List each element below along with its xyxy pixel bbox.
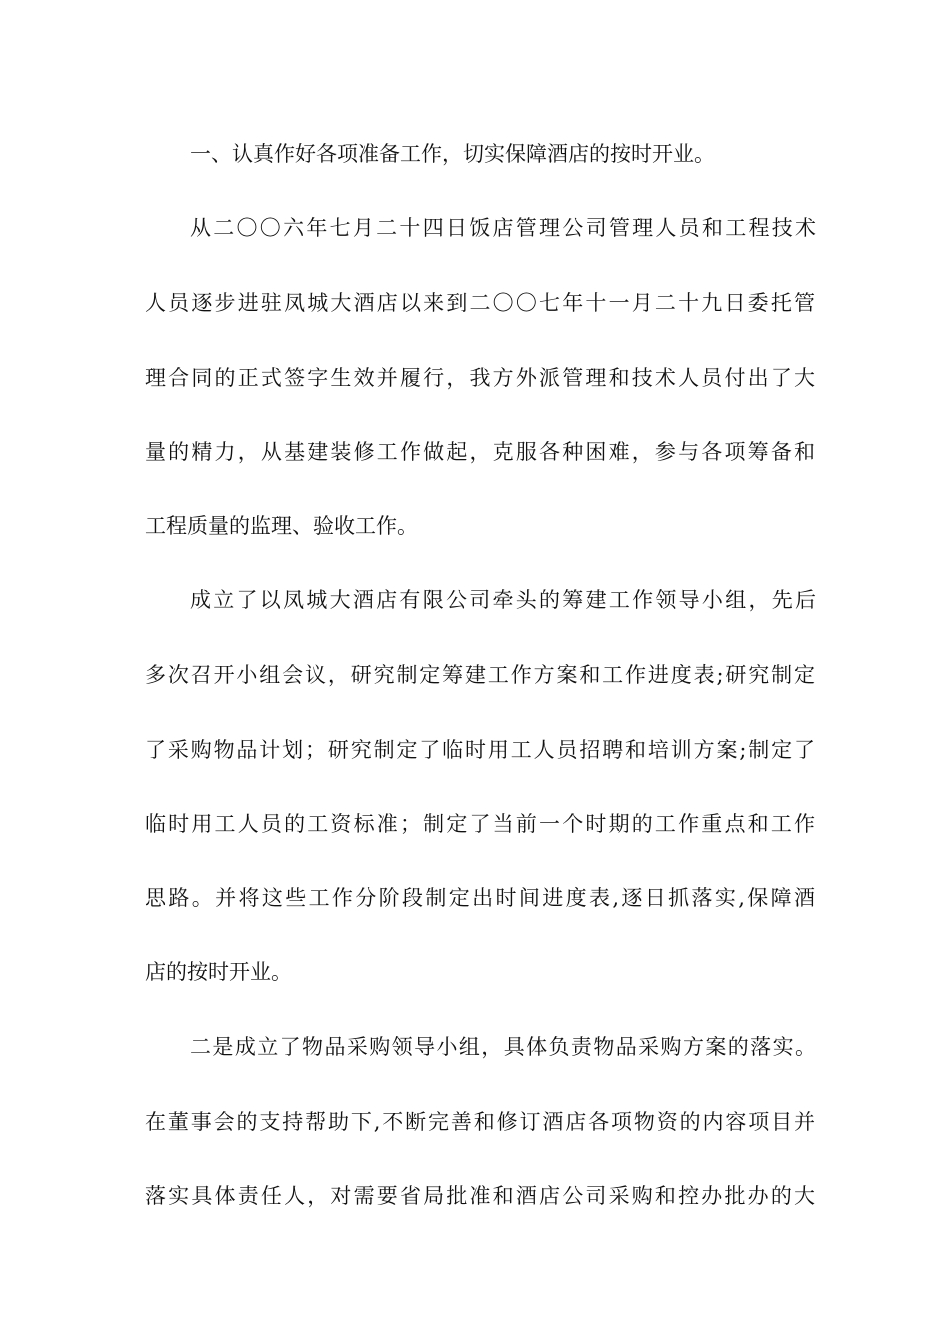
paragraph-line: 落实具体责任人，对需要省局批准和酒店公司采购和控办批办的大 — [145, 1184, 815, 1208]
section-heading: 一、认真作好各项准备工作，切实保障酒店的按时开业。 — [190, 142, 715, 166]
paragraph-line: 在董事会的支持帮助下,不断完善和修订酒店各项物资的内容项目并 — [145, 1110, 815, 1134]
paragraph-line: 多次召开小组会议，研究制定筹建工作方案和工作进度表;研究制定 — [145, 663, 815, 687]
paragraph-line: 二是成立了物品采购领导小组，具体负责物品采购方案的落实。 — [190, 1035, 816, 1059]
paragraph-line: 从二〇〇六年七月二十四日饭店管理公司管理人员和工程技术 — [190, 216, 816, 240]
paragraph-line: 工程质量的监理、验收工作。 — [145, 514, 418, 538]
paragraph-line: 理合同的正式签字生效并履行，我方外派管理和技术人员付出了大 — [145, 366, 815, 390]
paragraph-line: 成立了以凤城大酒店有限公司牵头的筹建工作领导小组，先后 — [190, 588, 816, 612]
paragraph-line: 思路。并将这些工作分阶段制定出时间进度表,逐日抓落实,保障酒 — [145, 886, 815, 910]
paragraph-line: 人员逐步进驻凤城大酒店以来到二〇〇七年十一月二十九日委托管 — [145, 291, 815, 315]
paragraph-line: 临时用工人员的工资标准；制定了当前一个时期的工作重点和工作 — [145, 812, 815, 836]
paragraph-line: 店的按时开业。 — [145, 960, 292, 984]
paragraph-line: 了采购物品计划；研究制定了临时用工人员招聘和培训方案;制定了 — [145, 738, 815, 762]
paragraph-line: 量的精力，从基建装修工作做起，克服各种困难，参与各项筹备和 — [145, 440, 815, 464]
